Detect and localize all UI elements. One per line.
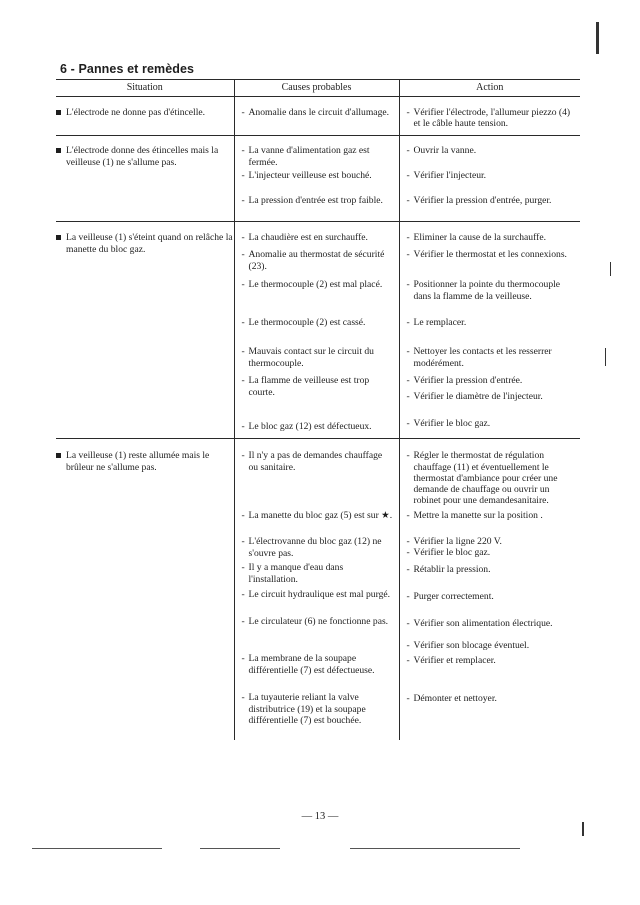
table-row bbox=[56, 439, 580, 741]
actions-cell bbox=[399, 97, 580, 136]
header-situation: Situation bbox=[56, 80, 234, 97]
cause-item: - Anomalie dans le circuit d'allumage. bbox=[241, 107, 390, 118]
action-item: - Le remplacer. bbox=[406, 317, 467, 329]
scan-rule bbox=[32, 848, 162, 849]
cause-item: - La vanne d'alimentation gaz est fermée. bbox=[241, 145, 370, 168]
cause-item: - Anomalie au thermostat de sécurité (23). bbox=[241, 249, 385, 272]
scan-mark bbox=[582, 822, 584, 836]
action-item: - Vérifier son blocage éventuel. bbox=[406, 640, 530, 652]
action-item: - Nettoyer les contacts et les resserrer modérément. bbox=[406, 346, 552, 369]
action-item: - Régler le thermostat de régulation chauffage (11) et éventuellement le thermostat d'ambiance pour créer une demande de chauffage ou ouvrir un robinet pour une demandesanitaire. bbox=[406, 450, 558, 507]
action-item: - Vérifier et remplacer. bbox=[406, 655, 496, 667]
action-item: - Vérifier la ligne 220 V. bbox=[406, 536, 502, 548]
scan-mark bbox=[596, 22, 599, 54]
action-item: - Vérifier le thermostat et les connexions. bbox=[406, 249, 567, 261]
action-item: - Eliminer la cause de la surchauffe. bbox=[406, 232, 546, 244]
cause-item: - La tuyauterie reliant la valve distributrice (19) et la soupape différentielle (7) est bouchée. bbox=[241, 692, 366, 726]
header-causes: Causes probables bbox=[234, 80, 399, 97]
cause-item: - La flamme de veilleuse est trop courte. bbox=[241, 375, 370, 398]
table-row bbox=[56, 136, 580, 222]
situation-cell bbox=[56, 136, 234, 222]
cause-item: - Il n'y a pas de demandes chauffage ou sanitaire. bbox=[241, 450, 383, 473]
cause-item: - La pression d'entrée est trop faible. bbox=[241, 195, 383, 207]
action-item: - Vérifier l'injecteur. bbox=[406, 170, 487, 182]
action-item: - Vérifier la pression d'entrée. bbox=[406, 375, 523, 387]
actions-cell bbox=[399, 136, 580, 222]
cause-item: - Mauvais contact sur le circuit du thermocouple. bbox=[241, 346, 374, 369]
cause-item: - La manette du bloc gaz (5) est sur ★. bbox=[241, 510, 393, 522]
cause-item: - L'injecteur veilleuse est bouché. bbox=[241, 170, 372, 182]
causes-cell bbox=[234, 97, 399, 136]
table-row bbox=[56, 97, 580, 136]
header-action: Action bbox=[399, 80, 580, 97]
troubleshooting-table bbox=[56, 79, 580, 740]
situation-text: La veilleuse (1) s'éteint quand on relâche la manette du bloc gaz. bbox=[56, 232, 234, 254]
cause-item: - La chaudière est en surchauffe. bbox=[241, 232, 368, 244]
situation-text: L'électrode donne des étincelles mais la veilleuse (1) ne s'allume pas. bbox=[56, 145, 234, 167]
cause-item: - Il y a manque d'eau dans l'installation. bbox=[241, 562, 344, 585]
situation-text: L'électrode ne donne pas d'étincelle. bbox=[56, 107, 234, 118]
scan-rule bbox=[200, 848, 280, 849]
action-item: - Vérifier son alimentation électrique. bbox=[406, 618, 553, 630]
action-item: - Vérifier le bloc gaz. bbox=[406, 547, 491, 559]
cause-item: - Le thermocouple (2) est mal placé. bbox=[241, 279, 383, 291]
causes-cell bbox=[234, 439, 399, 741]
cause-item: - Le thermocouple (2) est cassé. bbox=[241, 317, 366, 329]
action-item: - Rétablir la pression. bbox=[406, 564, 491, 576]
action-item: - Ouvrir la vanne. bbox=[406, 145, 477, 157]
action-item: - Vérifier la pression d'entrée, purger. bbox=[406, 195, 552, 207]
cause-item: - La membrane de la soupape différentielle (7) est défectueuse. bbox=[241, 653, 375, 676]
situation-cell bbox=[56, 97, 234, 136]
action-item: - Purger correctement. bbox=[406, 591, 494, 603]
action-item: - Mettre la manette sur la position . bbox=[406, 510, 543, 522]
actions-cell bbox=[399, 439, 580, 741]
cause-item: - Le bloc gaz (12) est défectueux. bbox=[241, 421, 372, 433]
table-header-row bbox=[56, 80, 580, 97]
cause-item: - Le circuit hydraulique est mal purgé. bbox=[241, 589, 391, 601]
situation-cell bbox=[56, 439, 234, 741]
action-item: - Démonter et nettoyer. bbox=[406, 693, 497, 705]
causes-cell bbox=[234, 222, 399, 439]
page-number: — 13 — bbox=[301, 811, 339, 822]
action-item: - Vérifier le diamètre de l'injecteur. bbox=[406, 391, 543, 403]
action-item: - Positionner la pointe du thermocouple dans la flamme de la veilleuse. bbox=[406, 279, 561, 302]
scan-mark bbox=[605, 348, 606, 366]
actions-cell bbox=[399, 222, 580, 439]
scan-mark bbox=[610, 262, 611, 276]
table-row bbox=[56, 222, 580, 439]
scan-rule bbox=[350, 848, 520, 849]
causes-cell bbox=[234, 136, 399, 222]
situation-text: La veilleuse (1) reste allumée mais le brûleur ne s'allume pas. bbox=[56, 450, 234, 472]
cause-item: - Le circulateur (6) ne fonctionne pas. bbox=[241, 616, 389, 628]
page-title: 6 - Pannes et remèdes bbox=[60, 62, 195, 76]
action-item: - Vérifier le bloc gaz. bbox=[406, 418, 491, 430]
situation-cell bbox=[56, 222, 234, 439]
cause-item: - L'électrovanne du bloc gaz (12) ne s'ouvre pas. bbox=[241, 536, 382, 559]
action-item: - Vérifier l'électrode, l'allumeur piezzo (4) et le câble haute tension. bbox=[406, 107, 571, 130]
